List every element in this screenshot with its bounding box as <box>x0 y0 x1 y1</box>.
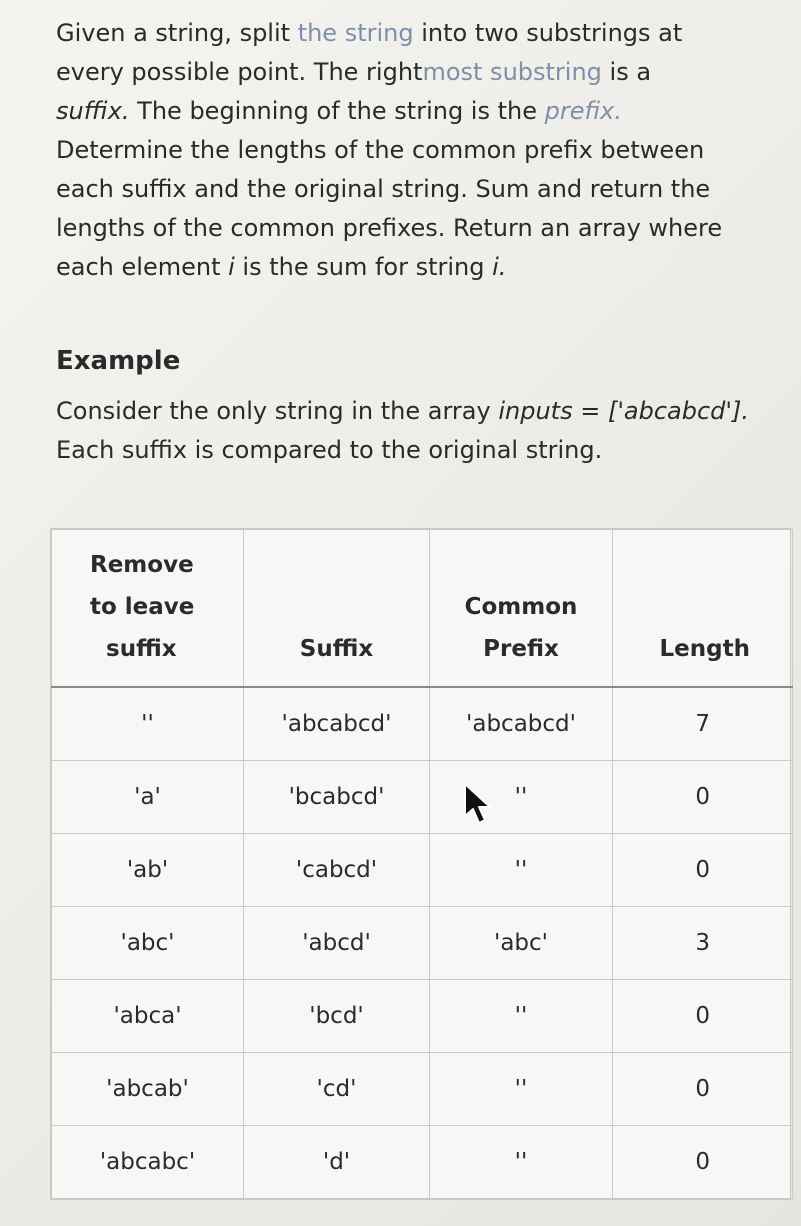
cell-prefix: '' <box>430 833 613 906</box>
description-text: The beginning of the string is the <box>129 97 545 125</box>
cell-suffix: 'cabcd' <box>244 833 430 906</box>
table-row <box>52 761 793 834</box>
cell-remove: 'a' <box>52 761 244 834</box>
cell-suffix: 'bcabcd' <box>244 761 430 834</box>
header-common-prefix <box>430 530 613 688</box>
cell-remove: 'abca' <box>52 979 244 1052</box>
term-suffix: suffix. <box>56 97 130 125</box>
mouse-pointer-icon <box>462 782 496 826</box>
description-text: is a <box>601 58 652 86</box>
cell-prefix: '' <box>430 1052 613 1125</box>
cell-length: 0 <box>613 1125 793 1198</box>
example-text <box>56 392 796 470</box>
cell-prefix: 'abc' <box>430 906 613 979</box>
cell-remove: '' <box>52 687 244 761</box>
problem-description <box>56 14 776 287</box>
table-row <box>52 833 793 906</box>
description-line-5: each suffix and the original string. Sum and return the <box>56 175 711 203</box>
description-text: is the sum for string <box>234 253 493 281</box>
table-row <box>52 979 793 1052</box>
header-remove-line: suffix <box>106 636 177 662</box>
header-remove-line: to leave <box>90 594 195 620</box>
description-text: Given a string, split <box>56 19 298 47</box>
description-line-7 <box>56 248 776 287</box>
description-line-1 <box>56 14 776 53</box>
suffix-table <box>50 528 791 1200</box>
description-line-4: Determine the lengths of the common prefix between <box>56 136 705 164</box>
description-line-6: lengths of the common prefixes. Return an array where <box>56 214 723 242</box>
variable-i: i <box>228 253 235 281</box>
cell-remove: 'abcab' <box>52 1052 244 1125</box>
description-line-2 <box>56 53 776 92</box>
cell-remove: 'abcabc' <box>52 1125 244 1198</box>
table-row <box>52 687 793 761</box>
cell-suffix: 'abcabcd' <box>244 687 430 761</box>
example-line-2: Each suffix is compared to the original string. <box>56 436 603 464</box>
description-text: each element <box>56 253 229 281</box>
cell-prefix: '' <box>430 761 613 834</box>
cell-remove: 'ab' <box>52 833 244 906</box>
table-row <box>52 1052 793 1125</box>
header-length: Length <box>613 530 793 688</box>
cell-prefix: '' <box>430 1125 613 1198</box>
description-text: into two substrings at <box>413 19 683 47</box>
cell-suffix: 'abcd' <box>244 906 430 979</box>
description-text-faded: most substring <box>422 58 602 86</box>
header-remove <box>52 530 244 688</box>
example-heading: Example <box>56 346 181 376</box>
variable-i: i. <box>492 253 507 281</box>
cell-length: 3 <box>613 906 793 979</box>
term-prefix: prefix. <box>544 97 622 125</box>
header-remove-line: Remove <box>90 552 194 578</box>
cell-length: 0 <box>613 1052 793 1125</box>
table-row <box>52 1125 793 1198</box>
cell-suffix: 'd' <box>244 1125 430 1198</box>
suffix-table-grid <box>51 529 793 1199</box>
example-input-value: inputs = ['abcabcd']. <box>498 397 750 425</box>
header-prefix-line: Common <box>464 594 578 620</box>
cell-prefix: '' <box>430 979 613 1052</box>
table-row <box>52 906 793 979</box>
description-text: every possible point. The right <box>56 58 423 86</box>
table-header-row <box>52 530 793 688</box>
cell-remove: 'abc' <box>52 906 244 979</box>
header-prefix-line: Prefix <box>483 636 559 662</box>
description-line-3 <box>56 92 776 131</box>
cell-length: 0 <box>613 761 793 834</box>
example-text-plain: Consider the only string in the array <box>56 397 499 425</box>
cell-length: 7 <box>613 687 793 761</box>
header-suffix: Suffix <box>244 530 430 688</box>
example-line-1 <box>56 392 796 431</box>
cell-prefix: 'abcabcd' <box>430 687 613 761</box>
description-text-faded: the string <box>297 19 414 47</box>
cell-suffix: 'bcd' <box>244 979 430 1052</box>
cell-length: 0 <box>613 979 793 1052</box>
cell-suffix: 'cd' <box>244 1052 430 1125</box>
cell-length: 0 <box>613 833 793 906</box>
